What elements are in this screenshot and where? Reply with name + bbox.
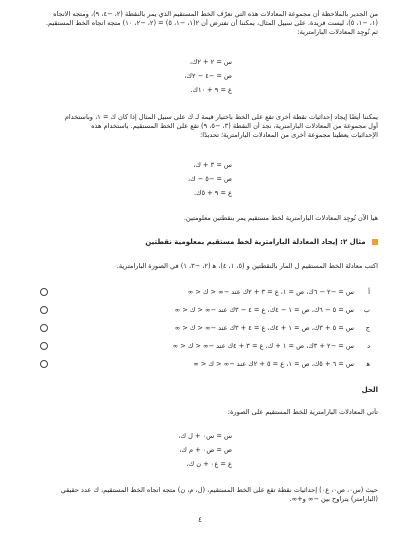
option-d[interactable] — [40, 342, 370, 350]
paragraph-1-line-2: (١، −١، ٥)، ليست فريدة. على سبيل المثال، يمكننا أن نفترض أن ٢(١، −١، ٥) = (٢، −٢، ١٠) متجه اتجاه الخط المستقيم. — [45, 19, 378, 27]
question-text: اكتب معادلة الخط المستقيم ل المار بالنقطتين ﻭ (٥، ١، ٤)، ﻫ (٢، −٣، ١) في الصورة البارامترية. — [116, 262, 378, 270]
paragraph-2-line-3: الإحداثيات يعطينا مجموعة أخرى من المعادلات البارامترية؛ تحديدًا: — [200, 131, 378, 139]
equation-3-y: ص = ص٠ + م ك، — [179, 446, 232, 454]
option-letter: د — [367, 342, 370, 350]
page-number: ٤ — [198, 516, 202, 524]
radio-circle-icon[interactable] — [40, 324, 48, 332]
option-a[interactable] — [40, 288, 370, 296]
example-heading — [22, 238, 378, 247]
option-text: س = ٦ + ٥ك، ص = ١، ع = ٥ + ٢ك عند −∞ < ك < ∞ — [193, 360, 354, 368]
equation-3-x: س = س٠ + ل ك، — [178, 432, 232, 440]
radio-circle-icon[interactable] — [40, 288, 48, 296]
option-e[interactable] — [40, 360, 370, 368]
option-letter: ج — [365, 324, 370, 332]
option-letter: ب — [363, 306, 370, 314]
equation-1-x: س = ٢ + ٢ك، — [189, 58, 232, 66]
paragraph-2-line-1: يمكننا أيضًا إيجاد إحداثيات نقطة أخرى تقع على الخط باختيار قيمة لـ ك على سبيل المثال إذا كان ك = ١، وباستخدام — [64, 113, 378, 121]
equation-3-z: ع = ع٠ + ن ك، — [186, 460, 232, 468]
example-heading-text: مثال ٢: إيجاد المعادلة البارامترية لخط مستقيم بمعلومية نقطتين — [145, 238, 366, 246]
paragraph-3-line-1: حيث (س٠، ص٠، ع٠) إحداثيات نقطة تقع على الخط المستقيم، (ل، م، ن) متجه اتجاه الخط المستقيم، ك عدد حقيقي — [60, 486, 378, 494]
equation-2-x: س = ٣ + ك، — [193, 161, 232, 169]
transition-text: هيا الآن نُوجِد المعادلات البارامترية لخط مستقيم يمر بنقطتين معلومتين. — [183, 214, 378, 222]
equation-2-y: ص = −٥ − ك، — [187, 175, 232, 183]
equation-2-z: ع = ٩ + ٥ك. — [194, 189, 232, 197]
equation-1-y: ص = −٤ − ٢ك، — [184, 72, 232, 80]
radio-circle-icon[interactable] — [40, 306, 48, 314]
paragraph-1-line-3: ثم نُوجِد المعادلات البارامترية: — [297, 28, 378, 36]
equation-1-z: ع = ٩ + ١٠ك. — [190, 86, 232, 94]
radio-circle-icon[interactable] — [40, 360, 48, 368]
option-text: س = ٥ − ٦ك، ص = ١ − ٤ك، ع = ٤ − ٣ك عند −∞ < ك < ∞ — [174, 306, 354, 314]
option-text: س = −٢ − ٦ك، ص = ١، ع = ٣ + ٢ك عند −∞ < ك < ∞ — [187, 288, 354, 296]
option-c[interactable] — [40, 324, 370, 332]
example-marker-icon — [372, 239, 378, 245]
option-text: س = −٢ + ٣ك، ص = ١ + ك، ع = ٣ + ٤ك عند −∞ < ك < ∞ — [172, 342, 354, 350]
radio-circle-icon[interactable] — [40, 342, 48, 350]
paragraph-3-line-2: (البارامتر) يتراوح بين −∞ و+∞. — [289, 495, 378, 503]
option-text: س = ٥ + ٣ك، ص = ١ + ٤ك، ع = ٤ + ٣ك عند −∞ < ك < ∞ — [174, 324, 354, 332]
option-letter: أ — [368, 288, 370, 296]
solution-heading: الحل — [361, 386, 378, 394]
option-b[interactable] — [40, 306, 370, 314]
paragraph-2-line-2: أول مجموعة من المعادلات البارامترية، نجد أن النقطة (٣، −٥، ٩) تقع على الخط المستقيم. باستخدام هذه — [91, 122, 378, 130]
option-letter: ﻫ — [366, 360, 370, 368]
paragraph-1-line-1: من الجدير بالملاحظة أن مجموعة المعادلات هذه التي تعرّف الخط المستقيم الذي يمر بالنقطة (٢، −٤، ٩)، ومتجه الاتجاه — [53, 10, 378, 18]
solution-intro: تأتي المعادلات البارامترية للخط المستقيم على الصورة: — [227, 408, 378, 416]
